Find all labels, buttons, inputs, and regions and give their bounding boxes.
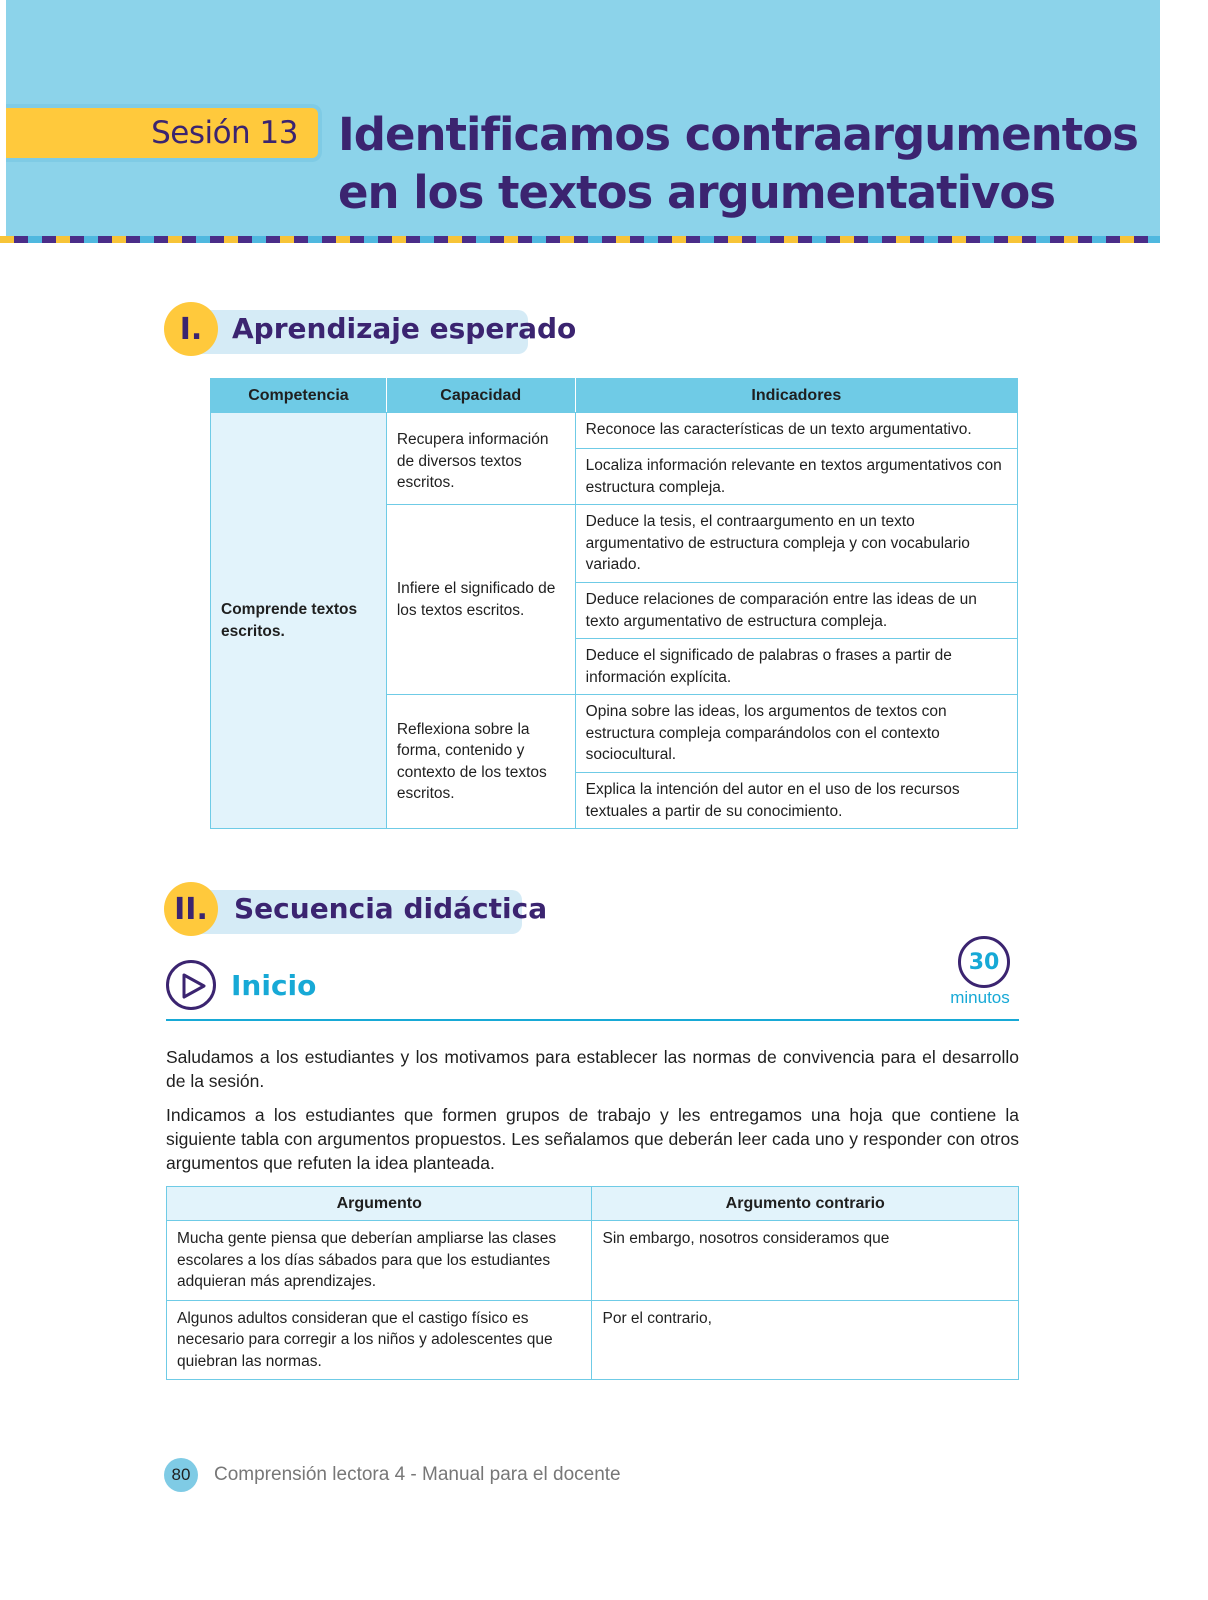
- session-label: Sesión 13: [151, 115, 298, 151]
- competencia-cell: Comprende textos escritos.: [211, 413, 387, 829]
- table-row: [167, 1300, 1019, 1380]
- table-row: [211, 413, 1018, 449]
- paragraph: Saludamos a los estudiantes y los motivamos para establecer las normas de convivencia para el desarrollo de la sesión.: [166, 1047, 1019, 1091]
- argumentos-table: [166, 1186, 1019, 1380]
- header-competencia: Competencia: [211, 379, 387, 413]
- header-argumento-contrario: Argumento contrario: [592, 1187, 1019, 1221]
- section-heading-aprendizaje: [164, 302, 577, 358]
- header-capacidad: Capacidad: [386, 379, 575, 413]
- capacidad-cell: Reflexiona sobre la forma, contenido y contexto de los textos escritos.: [386, 695, 575, 829]
- indicador-cell: Deduce la tesis, el contraargumento en un texto argumentativo de estructura compleja y con vocabulario variado.: [575, 505, 1017, 583]
- table-header-row: [211, 379, 1018, 413]
- session-tag: [6, 104, 322, 162]
- timer-value: 30: [968, 949, 1000, 975]
- timer-icon: [958, 936, 1010, 988]
- argumento-contrario-cell: Por el contrario,: [592, 1300, 1019, 1380]
- aprendizaje-table: [210, 378, 1018, 829]
- divider: [166, 1019, 1019, 1021]
- argumento-contrario-cell: Sin embargo, nosotros consideramos que: [592, 1221, 1019, 1301]
- page-title: [338, 106, 1138, 222]
- argumento-cell: Algunos adultos consideran que el castigo físico es necesario para corregir a los niños y adolescentes que quiebran las normas.: [167, 1300, 592, 1380]
- section-number: II.: [164, 882, 218, 936]
- capacidad-cell: Infiere el significado de los textos escritos.: [386, 505, 575, 695]
- section-title: Aprendizaje esperado: [232, 312, 577, 345]
- decorative-dashed-strip: [0, 236, 1160, 243]
- header-argumento: Argumento: [167, 1187, 592, 1221]
- section-title: Secuencia didáctica: [234, 892, 548, 925]
- header-indicadores: Indicadores: [575, 379, 1017, 413]
- argumento-cell: Mucha gente piensa que deberían ampliarse las clases escolares a los días sábados para que los estudiantes adquieran más aprendizajes.: [167, 1221, 592, 1301]
- indicador-cell: Deduce el significado de palabras o frases a partir de información explícita.: [575, 639, 1017, 695]
- paragraph: Indicamos a los estudiantes que formen grupos de trabajo y les entregamos una hoja que contiene la siguiente tabla con argumentos propuestos. Les señalamos que deberán leer cada uno y responder con otros argumentos que refuten la idea planteada.: [166, 1105, 1019, 1173]
- section-heading-secuencia: [164, 882, 548, 938]
- indicador-cell: Localiza información relevante en textos argumentativos con estructura compleja.: [575, 449, 1017, 505]
- play-icon: [166, 960, 216, 1010]
- timer-unit: minutos: [950, 988, 1010, 1007]
- footer-book-title: Comprensión lectora 4 - Manual para el docente: [214, 1464, 621, 1485]
- table-header-row: [167, 1187, 1019, 1221]
- section-number: I.: [164, 302, 218, 356]
- page-title-line2: en los textos argumentativos: [338, 166, 1056, 219]
- page-title-line1: Identificamos contraargumentos: [338, 108, 1138, 161]
- inicio-title: Inicio: [231, 969, 317, 1002]
- table-row: [167, 1221, 1019, 1301]
- indicador-cell: Opina sobre las ideas, los argumentos de textos con estructura compleja comparándolos con el contexto sociocultural.: [575, 695, 1017, 773]
- capacidad-cell: Recupera información de diversos textos escritos.: [386, 413, 575, 505]
- indicador-cell: Reconoce las características de un texto argumentativo.: [575, 413, 1017, 449]
- indicador-cell: Explica la intención del autor en el uso de los recursos textuales a partir de su conocimiento.: [575, 773, 1017, 829]
- indicador-cell: Deduce relaciones de comparación entre las ideas de un texto argumentativo de estructura compleja.: [575, 583, 1017, 639]
- page-number: 80: [164, 1458, 198, 1492]
